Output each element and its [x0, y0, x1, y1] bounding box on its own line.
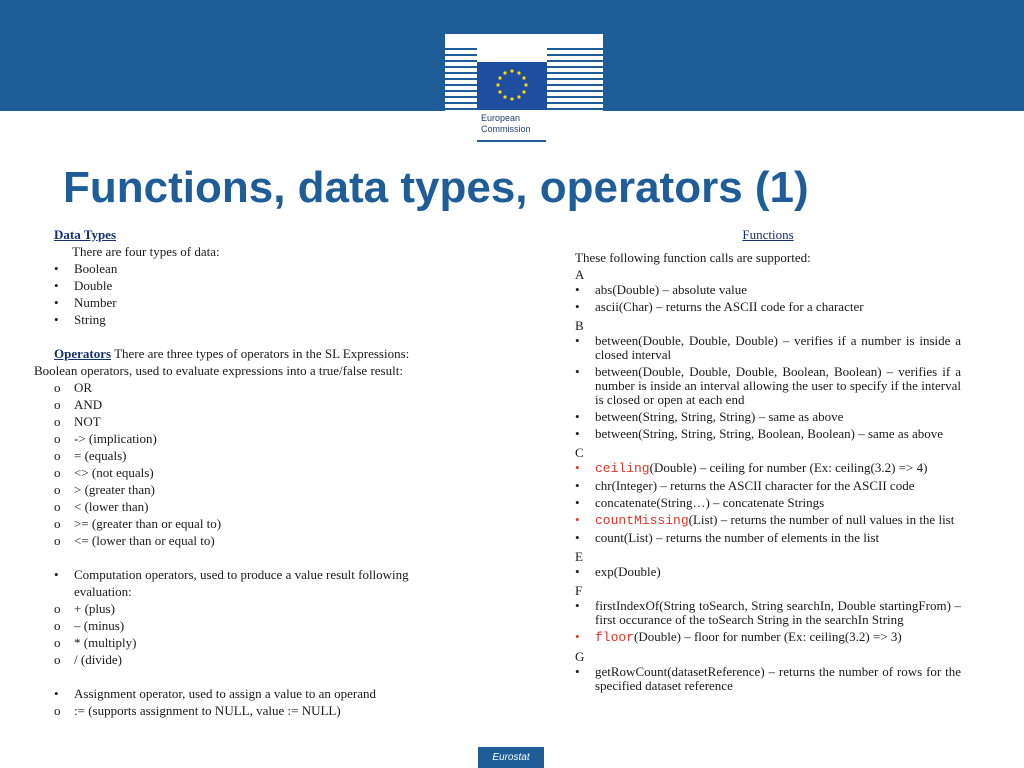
boolean-op-item-text: NOT: [74, 414, 101, 429]
computation-op-item-text: + (plus): [74, 601, 115, 616]
function-item: [575, 410, 961, 424]
letter-g: G: [575, 649, 585, 664]
circle-bullet-icon: o: [54, 618, 61, 633]
circle-bullet-icon: o: [54, 635, 61, 650]
function-name-floor: floor: [595, 630, 635, 645]
letter-e: E: [575, 549, 583, 564]
computation-op-item: [54, 600, 434, 617]
functions-intro: These following function calls are supported:: [575, 250, 811, 265]
bullet-icon: •: [54, 295, 59, 310]
function-name-ceiling: ceiling: [595, 461, 650, 476]
letter-a: A: [575, 267, 585, 282]
eu-flag-icon: [477, 62, 547, 110]
circle-bullet-icon: o: [54, 652, 61, 667]
function-desc-count: count(List) – returns the number of elements in the list: [595, 530, 880, 545]
assignment-op-item: [54, 702, 434, 719]
boolean-op-item: [54, 447, 434, 464]
red-bullet-icon: •: [575, 629, 580, 644]
function-item-countmissing: [575, 513, 961, 528]
bullet-icon: •: [575, 664, 580, 679]
function-item: [575, 565, 961, 579]
function-item: [575, 427, 961, 441]
bullet-icon: •: [575, 333, 580, 348]
bullet-icon: •: [54, 312, 59, 327]
boolean-op-item: [54, 396, 434, 413]
boolean-op-item-text: < (lower than): [74, 499, 149, 514]
logo-line-european: European: [481, 113, 521, 123]
boolean-op-item-text: -> (implication): [74, 431, 157, 446]
computation-op-item-text: – (minus): [74, 618, 125, 633]
boolean-op-item: [54, 532, 434, 549]
circle-bullet-icon: o: [54, 482, 61, 497]
function-item-text: between(Double, Double, Double, Boolean, Boolean) – verifies if a number is inside an interval allowing the user to specify if the interval is closed or open at each end: [595, 364, 961, 407]
function-item-concatenate: [575, 496, 961, 510]
bullet-icon: •: [54, 567, 59, 582]
data-types-intro: There are four types of data:: [72, 244, 220, 259]
circle-bullet-icon: o: [54, 465, 61, 480]
function-item-text: abs(Double) – absolute value: [595, 282, 747, 297]
data-type-item: [54, 260, 434, 277]
bullet-icon: •: [575, 564, 580, 579]
circle-bullet-icon: o: [54, 380, 61, 395]
right-column: [575, 226, 961, 696]
circle-bullet-icon: o: [54, 431, 61, 446]
boolean-op-item-text: <> (not equals): [74, 465, 154, 480]
computation-op-item: [54, 617, 434, 634]
function-item-floor: [575, 630, 961, 645]
assignment-op-item-text: := (supports assignment to NULL, value := NULL): [74, 703, 341, 718]
bullet-icon: •: [575, 478, 580, 493]
function-name-countmissing: countMissing: [595, 513, 689, 528]
computation-op-item-text: / (divide): [74, 652, 123, 667]
function-item-chr: [575, 479, 961, 493]
function-desc-countmissing: (List) – returns the number of null values in the list: [688, 512, 955, 527]
assignment-intro: Assignment operator, used to assign a value to an operand: [74, 686, 377, 701]
boolean-op-item-text: >= (greater than or equal to): [74, 516, 222, 531]
boolean-op-item: [54, 464, 434, 481]
bullet-icon: •: [575, 364, 580, 379]
data-type-item-text: String: [74, 312, 106, 327]
circle-bullet-icon: o: [54, 397, 61, 412]
computation-intro: Computation operators, used to produce a value result following evaluation:: [74, 567, 409, 599]
function-item-text: between(Double, Double, Double) – verifies if a number is inside a closed interval: [595, 333, 961, 362]
logo-wordmark: [481, 113, 531, 135]
circle-bullet-icon: o: [54, 703, 61, 718]
data-type-item-text: Number: [74, 295, 117, 310]
boolean-op-item: [54, 379, 434, 396]
boolean-op-item-text: <= (lower than or equal to): [74, 533, 215, 548]
function-item-text: between(String, String, String, Boolean, Boolean) – same as above: [595, 426, 944, 441]
bullet-icon: •: [575, 426, 580, 441]
assignment-ops-list: [54, 702, 434, 719]
data-types-list: [54, 260, 434, 328]
circle-bullet-icon: o: [54, 533, 61, 548]
boolean-op-item: [54, 481, 434, 498]
operators-paragraph: [54, 345, 434, 362]
functions-heading: Functions: [742, 227, 794, 242]
logo-line-commission: Commission: [481, 124, 531, 134]
bullet-icon: •: [575, 409, 580, 424]
data-type-item-text: Boolean: [74, 261, 118, 276]
left-column: [34, 226, 434, 719]
computation-op-item: [54, 634, 434, 651]
function-desc-firstindexof: firstIndexOf(String toSearch, String searchIn, Double startingFrom) – first occurance of the toSearch String in the searchIn String: [595, 598, 961, 627]
function-desc-chr: chr(Integer) – returns the ASCII character for the ASCII code: [595, 478, 915, 493]
boolean-op-item: [54, 413, 434, 430]
data-type-item: [54, 311, 434, 328]
computation-op-item-text: * (multiply): [74, 635, 137, 650]
bullet-icon: •: [575, 282, 580, 297]
computation-op-item: [54, 651, 434, 668]
function-desc-floor: (Double) – floor for number (Ex: ceiling(3.2) => 3): [634, 629, 902, 644]
functions-a-list: [575, 283, 961, 314]
operators-intro: There are three types of operators in the SL Expressions:: [114, 346, 410, 361]
functions-b-list: [575, 334, 961, 441]
circle-bullet-icon: o: [54, 414, 61, 429]
function-item: [575, 283, 961, 297]
slide-title: Functions, data types, operators (1): [63, 163, 809, 212]
bullet-icon: •: [575, 598, 580, 613]
function-item-text: getRowCount(datasetReference) – returns the number of rows for the specified dataset reference: [595, 664, 961, 693]
circle-bullet-icon: o: [54, 601, 61, 616]
footer-eurostat-tab: Eurostat: [478, 747, 544, 768]
function-item-text: ascii(Char) – returns the ASCII code for a character: [595, 299, 864, 314]
bullet-icon: •: [54, 278, 59, 293]
function-desc-concatenate: concatenate(String…) – concatenate Strings: [595, 495, 825, 510]
functions-e-list: [575, 565, 961, 579]
function-desc-ceiling: (Double) – ceiling for number (Ex: ceiling(3.2) => 4): [649, 460, 928, 475]
boolean-ops-intro: Boolean operators, used to evaluate expressions into a true/false result:: [34, 363, 403, 378]
operators-heading: Operators: [54, 346, 112, 361]
functions-g-list: [575, 665, 961, 693]
boolean-op-item-text: > (greater than): [74, 482, 155, 497]
red-bullet-icon: •: [575, 512, 580, 527]
bullet-icon: •: [575, 299, 580, 314]
function-item-text: exp(Double): [595, 564, 661, 579]
letter-f: F: [575, 583, 583, 598]
letter-c: C: [575, 445, 584, 460]
data-type-item: [54, 294, 434, 311]
bullet-icon: •: [54, 686, 59, 701]
boolean-op-item-text: OR: [74, 380, 93, 395]
function-item-ceiling: [575, 461, 961, 476]
function-item: [575, 300, 961, 314]
logo-underline: [477, 140, 546, 142]
bullet-icon: •: [54, 261, 59, 276]
assignment-intro-item: [54, 685, 434, 702]
boolean-ops-list: [54, 379, 434, 549]
boolean-op-item-text: = (equals): [74, 448, 127, 463]
data-type-item-text: Double: [74, 278, 113, 293]
boolean-op-item: [54, 515, 434, 532]
function-item: [575, 665, 961, 693]
bullet-icon: •: [575, 530, 580, 545]
boolean-op-item: [54, 430, 434, 447]
letter-b: B: [575, 318, 584, 333]
function-item-count: [575, 531, 961, 545]
circle-bullet-icon: o: [54, 448, 61, 463]
european-commission-logo: [445, 34, 603, 144]
function-item-firstindexof: [575, 599, 961, 627]
function-item: [575, 365, 961, 407]
function-item: [575, 334, 961, 362]
function-item-text: between(String, String, String) – same as above: [595, 409, 844, 424]
computation-ops-list: [54, 600, 434, 668]
red-bullet-icon: •: [575, 460, 580, 475]
circle-bullet-icon: o: [54, 499, 61, 514]
boolean-op-item: [54, 498, 434, 515]
circle-bullet-icon: o: [54, 516, 61, 531]
boolean-op-item-text: AND: [74, 397, 103, 412]
bullet-icon: •: [575, 495, 580, 510]
data-types-heading: Data Types: [54, 227, 116, 242]
computation-intro-item: [54, 566, 434, 600]
data-type-item: [54, 277, 434, 294]
